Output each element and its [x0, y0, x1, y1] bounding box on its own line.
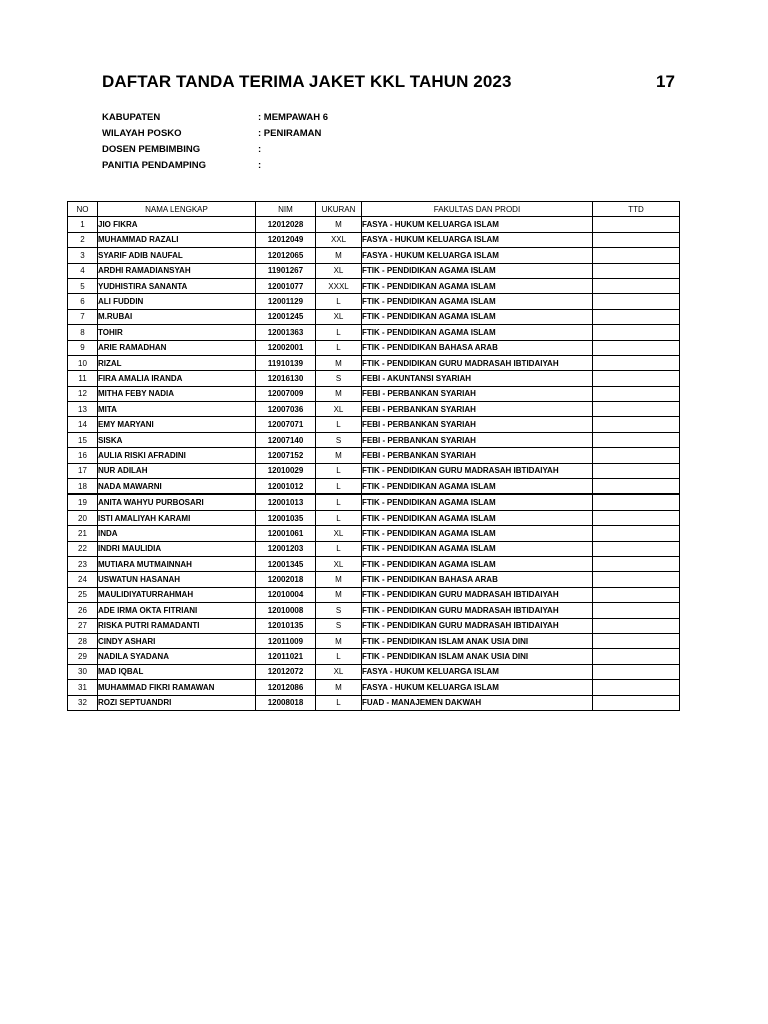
signature-cell	[593, 432, 680, 447]
table-row	[68, 217, 680, 232]
size-cell: XL	[316, 526, 362, 541]
signature-cell	[593, 309, 680, 324]
name-cell: MITHA FEBY NADIA	[98, 386, 256, 401]
faculty-cell: FTIK - PENDIDIKAN AGAMA ISLAM	[362, 479, 593, 495]
name-cell: USWATUN HASANAH	[98, 572, 256, 587]
nim-cell: 12001203	[256, 541, 316, 556]
row-number: 17	[68, 463, 98, 478]
table-row	[68, 402, 680, 417]
size-cell: M	[316, 248, 362, 263]
name-cell: EMY MARYANI	[98, 417, 256, 432]
size-cell: L	[316, 479, 362, 495]
name-cell: AULIA RISKI AFRADINI	[98, 448, 256, 463]
table-row	[68, 263, 680, 278]
meta-value: : PENIRAMAN	[258, 128, 322, 139]
nim-cell: 12007036	[256, 402, 316, 417]
faculty-cell: FTIK - PENDIDIKAN GURU MADRASAH IBTIDAIYAH	[362, 355, 593, 370]
table-row	[68, 325, 680, 340]
name-cell: ARIE RAMADHAN	[98, 340, 256, 355]
row-number: 24	[68, 572, 98, 587]
signature-cell	[593, 541, 680, 556]
row-number: 4	[68, 263, 98, 278]
table-row	[68, 340, 680, 355]
faculty-cell: FEBI - PERBANKAN SYARIAH	[362, 448, 593, 463]
row-number: 10	[68, 355, 98, 370]
meta-value: : MEMPAWAH 6	[258, 112, 329, 123]
meta-value: :	[258, 144, 262, 155]
name-cell: MUTIARA MUTMAINNAH	[98, 556, 256, 571]
nim-cell: 12007152	[256, 448, 316, 463]
faculty-cell: FTIK - PENDIDIKAN AGAMA ISLAM	[362, 526, 593, 541]
name-cell: FIRA AMALIA IRANDA	[98, 371, 256, 386]
row-number: 14	[68, 417, 98, 432]
row-number: 1	[68, 217, 98, 232]
row-number: 6	[68, 294, 98, 309]
row-number: 19	[68, 494, 98, 510]
nim-cell: 12010008	[256, 603, 316, 618]
name-cell: YUDHISTIRA SANANTA	[98, 278, 256, 293]
table-row	[68, 695, 680, 710]
table-row	[68, 541, 680, 556]
size-cell: L	[316, 417, 362, 432]
table-row	[68, 618, 680, 633]
column-header-ukuran: UKURAN	[316, 202, 362, 217]
faculty-cell: FTIK - PENDIDIKAN AGAMA ISLAM	[362, 510, 593, 525]
name-cell: MITA	[98, 402, 256, 417]
meta-row-dosen-pembimbing	[102, 142, 328, 158]
faculty-cell: FTIK - PENDIDIKAN GURU MADRASAH IBTIDAIYAH	[362, 618, 593, 633]
table-row	[68, 556, 680, 571]
signature-cell	[593, 603, 680, 618]
row-number: 12	[68, 386, 98, 401]
table-row	[68, 603, 680, 618]
name-cell: MAD IQBAL	[98, 664, 256, 679]
name-cell: SYARIF ADIB NAUFAL	[98, 248, 256, 263]
size-cell: L	[316, 695, 362, 710]
row-number: 22	[68, 541, 98, 556]
row-number: 21	[68, 526, 98, 541]
signature-cell	[593, 232, 680, 247]
signature-cell	[593, 263, 680, 278]
table-row	[68, 633, 680, 648]
nim-cell: 12007140	[256, 432, 316, 447]
row-number: 25	[68, 587, 98, 602]
nim-cell: 12007009	[256, 386, 316, 401]
row-number: 11	[68, 371, 98, 386]
name-cell: ROZI SEPTUANDRI	[98, 695, 256, 710]
nim-cell: 12011021	[256, 649, 316, 664]
size-cell: L	[316, 649, 362, 664]
signature-cell	[593, 479, 680, 495]
size-cell: M	[316, 217, 362, 232]
faculty-cell: FTIK - PENDIDIKAN AGAMA ISLAM	[362, 294, 593, 309]
size-cell: M	[316, 680, 362, 695]
row-number: 2	[68, 232, 98, 247]
meta-label: KABUPATEN	[102, 112, 161, 123]
signature-cell	[593, 417, 680, 432]
name-cell: ADE IRMA OKTA FITRIANI	[98, 603, 256, 618]
faculty-cell: FTIK - PENDIDIKAN ISLAM ANAK USIA DINI	[362, 633, 593, 648]
name-cell: MAULIDIYATURRAHMAH	[98, 587, 256, 602]
faculty-cell: FTIK - PENDIDIKAN ISLAM ANAK USIA DINI	[362, 649, 593, 664]
signature-cell	[593, 695, 680, 710]
faculty-cell: FTIK - PENDIDIKAN GURU MADRASAH IBTIDAIYAH	[362, 603, 593, 618]
nim-cell: 12012086	[256, 680, 316, 695]
row-number: 30	[68, 664, 98, 679]
faculty-cell: FTIK - PENDIDIKAN BAHASA ARAB	[362, 340, 593, 355]
table-body	[68, 217, 680, 711]
meta-info	[102, 110, 328, 174]
table-row	[68, 463, 680, 478]
name-cell: NADILA SYADANA	[98, 649, 256, 664]
name-cell: RIZAL	[98, 355, 256, 370]
signature-cell	[593, 278, 680, 293]
table-row	[68, 386, 680, 401]
name-cell: ALI FUDDIN	[98, 294, 256, 309]
faculty-cell: FUAD - MANAJEMEN DAKWAH	[362, 695, 593, 710]
table-row	[68, 417, 680, 432]
row-number: 27	[68, 618, 98, 633]
name-cell: ISTI AMALIYAH KARAMI	[98, 510, 256, 525]
row-number: 13	[68, 402, 98, 417]
table-row	[68, 448, 680, 463]
nim-cell: 12010029	[256, 463, 316, 478]
signature-cell	[593, 248, 680, 263]
row-number: 5	[68, 278, 98, 293]
size-cell: S	[316, 432, 362, 447]
faculty-cell: FEBI - PERBANKAN SYARIAH	[362, 386, 593, 401]
row-number: 16	[68, 448, 98, 463]
faculty-cell: FASYA - HUKUM KELUARGA ISLAM	[362, 248, 593, 263]
table-row	[68, 432, 680, 447]
signature-cell	[593, 463, 680, 478]
name-cell: TOHIR	[98, 325, 256, 340]
size-cell: L	[316, 541, 362, 556]
faculty-cell: FTIK - PENDIDIKAN AGAMA ISLAM	[362, 494, 593, 510]
faculty-cell: FASYA - HUKUM KELUARGA ISLAM	[362, 680, 593, 695]
size-cell: L	[316, 325, 362, 340]
faculty-cell: FTIK - PENDIDIKAN AGAMA ISLAM	[362, 541, 593, 556]
signature-cell	[593, 340, 680, 355]
column-header-no: NO	[68, 202, 98, 217]
column-header-nama: NAMA LENGKAP	[98, 202, 256, 217]
size-cell: M	[316, 572, 362, 587]
faculty-cell: FASYA - HUKUM KELUARGA ISLAM	[362, 217, 593, 232]
table-row	[68, 232, 680, 247]
row-number: 15	[68, 432, 98, 447]
signature-cell	[593, 494, 680, 510]
faculty-cell: FTIK - PENDIDIKAN BAHASA ARAB	[362, 572, 593, 587]
table-row	[68, 294, 680, 309]
page-number: 17	[656, 72, 675, 91]
meta-row-wilayah-posko	[102, 126, 328, 142]
size-cell: M	[316, 633, 362, 648]
meta-label: WILAYAH POSKO	[102, 128, 182, 139]
faculty-cell: FTIK - PENDIDIKAN GURU MADRASAH IBTIDAIYAH	[362, 463, 593, 478]
size-cell: M	[316, 386, 362, 401]
signature-cell	[593, 510, 680, 525]
signature-cell	[593, 386, 680, 401]
faculty-cell: FTIK - PENDIDIKAN AGAMA ISLAM	[362, 556, 593, 571]
nim-cell: 12001012	[256, 479, 316, 495]
name-cell: RISKA PUTRI RAMADANTI	[98, 618, 256, 633]
size-cell: L	[316, 340, 362, 355]
faculty-cell: FTIK - PENDIDIKAN GURU MADRASAH IBTIDAIYAH	[362, 587, 593, 602]
nim-cell: 12001129	[256, 294, 316, 309]
table-row	[68, 278, 680, 293]
nim-cell: 12016130	[256, 371, 316, 386]
table-header-row	[68, 202, 680, 217]
nim-cell: 12012049	[256, 232, 316, 247]
nim-cell: 12002001	[256, 340, 316, 355]
nim-cell: 12002018	[256, 572, 316, 587]
receipt-table	[67, 201, 680, 711]
nim-cell: 11910139	[256, 355, 316, 370]
faculty-cell: FASYA - HUKUM KELUARGA ISLAM	[362, 664, 593, 679]
nim-cell: 12001077	[256, 278, 316, 293]
size-cell: L	[316, 294, 362, 309]
nim-cell: 12010004	[256, 587, 316, 602]
row-number: 28	[68, 633, 98, 648]
size-cell: L	[316, 494, 362, 510]
table-row	[68, 587, 680, 602]
signature-cell	[593, 217, 680, 232]
table-row	[68, 479, 680, 495]
table-row	[68, 248, 680, 263]
faculty-cell: FTIK - PENDIDIKAN AGAMA ISLAM	[362, 278, 593, 293]
nim-cell: 12001345	[256, 556, 316, 571]
size-cell: S	[316, 371, 362, 386]
faculty-cell: FTIK - PENDIDIKAN AGAMA ISLAM	[362, 325, 593, 340]
meta-value: :	[258, 160, 262, 171]
nim-cell: 12008018	[256, 695, 316, 710]
signature-cell	[593, 633, 680, 648]
size-cell: M	[316, 587, 362, 602]
table-row	[68, 355, 680, 370]
name-cell: CINDY ASHARI	[98, 633, 256, 648]
row-number: 26	[68, 603, 98, 618]
signature-cell	[593, 618, 680, 633]
nim-cell: 12012065	[256, 248, 316, 263]
meta-row-panitia-pendamping	[102, 158, 328, 174]
name-cell: ANITA WAHYU PURBOSARI	[98, 494, 256, 510]
name-cell: INDA	[98, 526, 256, 541]
nim-cell: 12001035	[256, 510, 316, 525]
size-cell: M	[316, 355, 362, 370]
faculty-cell: FEBI - AKUNTANSI SYARIAH	[362, 371, 593, 386]
row-number: 20	[68, 510, 98, 525]
faculty-cell: FEBI - PERBANKAN SYARIAH	[362, 402, 593, 417]
column-header-ttd: TTD	[593, 202, 680, 217]
meta-label: PANITIA PENDAMPING	[102, 160, 206, 171]
signature-cell	[593, 355, 680, 370]
table-row	[68, 526, 680, 541]
name-cell: NADA MAWARNI	[98, 479, 256, 495]
size-cell: XL	[316, 309, 362, 324]
name-cell: MUHAMMAD RAZALI	[98, 232, 256, 247]
nim-cell: 12001061	[256, 526, 316, 541]
nim-cell: 12007071	[256, 417, 316, 432]
table-row	[68, 371, 680, 386]
size-cell: XXL	[316, 232, 362, 247]
nim-cell: 12012072	[256, 664, 316, 679]
faculty-cell: FTIK - PENDIDIKAN AGAMA ISLAM	[362, 263, 593, 278]
signature-cell	[593, 556, 680, 571]
size-cell: L	[316, 510, 362, 525]
column-header-fakultas: FAKULTAS DAN PRODI	[362, 202, 593, 217]
name-cell: ARDHI RAMADIANSYAH	[98, 263, 256, 278]
row-number: 9	[68, 340, 98, 355]
faculty-cell: FASYA - HUKUM KELUARGA ISLAM	[362, 232, 593, 247]
column-header-nim: NIM	[256, 202, 316, 217]
signature-cell	[593, 680, 680, 695]
signature-cell	[593, 371, 680, 386]
size-cell: L	[316, 463, 362, 478]
size-cell: S	[316, 618, 362, 633]
document-title: DAFTAR TANDA TERIMA JAKET KKL TAHUN 2023	[102, 72, 512, 91]
table-row	[68, 680, 680, 695]
name-cell: MUHAMMAD FIKRI RAMAWAN	[98, 680, 256, 695]
row-number: 23	[68, 556, 98, 571]
name-cell: NUR ADILAH	[98, 463, 256, 478]
signature-cell	[593, 526, 680, 541]
size-cell: XL	[316, 402, 362, 417]
size-cell: S	[316, 603, 362, 618]
table-row	[68, 494, 680, 510]
row-number: 3	[68, 248, 98, 263]
nim-cell: 12001245	[256, 309, 316, 324]
signature-cell	[593, 572, 680, 587]
table-row	[68, 572, 680, 587]
faculty-cell: FEBI - PERBANKAN SYARIAH	[362, 417, 593, 432]
signature-cell	[593, 294, 680, 309]
name-cell: JIO FIKRA	[98, 217, 256, 232]
size-cell: XL	[316, 664, 362, 679]
table-row	[68, 649, 680, 664]
size-cell: XL	[316, 263, 362, 278]
row-number: 8	[68, 325, 98, 340]
nim-cell: 12011009	[256, 633, 316, 648]
faculty-cell: FEBI - PERBANKAN SYARIAH	[362, 432, 593, 447]
name-cell: INDRI MAULIDIA	[98, 541, 256, 556]
faculty-cell: FTIK - PENDIDIKAN AGAMA ISLAM	[362, 309, 593, 324]
name-cell: SISKA	[98, 432, 256, 447]
name-cell: M.RUBAI	[98, 309, 256, 324]
signature-cell	[593, 448, 680, 463]
nim-cell: 12010135	[256, 618, 316, 633]
row-number: 18	[68, 479, 98, 495]
nim-cell: 12012028	[256, 217, 316, 232]
signature-cell	[593, 664, 680, 679]
signature-cell	[593, 325, 680, 340]
row-number: 29	[68, 649, 98, 664]
table-row	[68, 510, 680, 525]
row-number: 32	[68, 695, 98, 710]
meta-row-kabupaten	[102, 110, 328, 126]
meta-label: DOSEN PEMBIMBING	[102, 144, 201, 155]
row-number: 31	[68, 680, 98, 695]
table-row	[68, 664, 680, 679]
size-cell: XL	[316, 556, 362, 571]
size-cell: M	[316, 448, 362, 463]
nim-cell: 11901267	[256, 263, 316, 278]
table-row	[68, 309, 680, 324]
row-number: 7	[68, 309, 98, 324]
signature-cell	[593, 587, 680, 602]
signature-cell	[593, 402, 680, 417]
nim-cell: 12001013	[256, 494, 316, 510]
nim-cell: 12001363	[256, 325, 316, 340]
signature-cell	[593, 649, 680, 664]
size-cell: XXXL	[316, 278, 362, 293]
